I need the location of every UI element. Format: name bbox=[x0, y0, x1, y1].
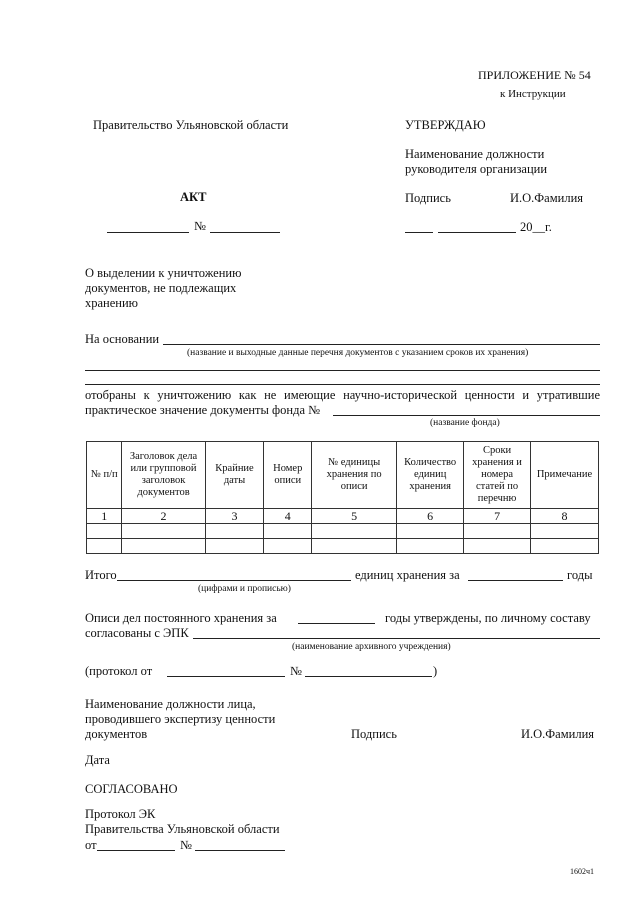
expert-name-label: И.О.Фамилия bbox=[521, 727, 595, 741]
protocol-open: (протокол от bbox=[85, 664, 153, 678]
header-unit-count: Количество единиц хранения bbox=[397, 442, 464, 509]
protocol-date-line bbox=[167, 676, 285, 677]
org-name: Правительство Ульяновской области bbox=[93, 118, 289, 132]
total-label: Итого bbox=[85, 568, 117, 582]
col-number-6: 6 bbox=[397, 509, 464, 524]
agreed-number-sign: № bbox=[180, 838, 192, 852]
total-hint: (цифрами и прописью) bbox=[198, 584, 291, 594]
header-title: Заголовок дела или групповой заголовок документов bbox=[122, 442, 205, 509]
approve-position-line1: Наименование должности bbox=[405, 147, 545, 161]
protocol-number-sign: № bbox=[290, 664, 302, 678]
fund-line bbox=[333, 415, 600, 416]
table-row bbox=[87, 539, 599, 554]
agreed-number-line bbox=[195, 850, 285, 851]
act-number-line bbox=[210, 232, 280, 233]
total-units: единиц хранения за bbox=[355, 568, 460, 582]
inventories-years-line bbox=[298, 623, 375, 624]
protocol-close: ) bbox=[433, 664, 438, 678]
footer-code: 1602ч1 bbox=[570, 867, 595, 876]
appendix-title: ПРИЛОЖЕНИЕ № 54 bbox=[478, 68, 591, 82]
col-number-1: 1 bbox=[87, 509, 122, 524]
basis-line3 bbox=[85, 384, 600, 385]
archive-line bbox=[193, 638, 600, 639]
selected-line1: отобраны к уничтожению как не имеющие научно-исторической ценности и утратившие bbox=[85, 388, 600, 402]
header-number: № п/п bbox=[87, 442, 122, 509]
basis-line bbox=[163, 344, 600, 345]
inventory-table bbox=[86, 441, 599, 554]
basis-hint: (название и выходные данные перечня документов с указанием сроков их хранения) bbox=[187, 348, 529, 358]
inventories-line1a: Описи дел постоянного хранения за bbox=[85, 611, 277, 625]
inventories-line2: согласованы с ЭПК bbox=[85, 626, 189, 640]
agreed-org: Правительства Ульяновской области bbox=[85, 822, 280, 836]
col-number-4: 4 bbox=[264, 509, 312, 524]
header-dates: Крайние даты bbox=[205, 442, 264, 509]
col-number-8: 8 bbox=[531, 509, 599, 524]
expert-signature-label: Подпись bbox=[351, 727, 397, 741]
agreed-title: СОГЛАСОВАНО bbox=[85, 782, 178, 796]
table-number-row bbox=[87, 509, 599, 524]
approve-signature-label: Подпись bbox=[405, 191, 451, 205]
col-number-2: 2 bbox=[122, 509, 205, 524]
table-row bbox=[87, 524, 599, 539]
fund-hint: (название фонда) bbox=[430, 418, 500, 428]
appendix-subtitle: к Инструкции bbox=[500, 88, 566, 100]
col-number-3: 3 bbox=[205, 509, 264, 524]
basis-line2 bbox=[85, 370, 600, 371]
total-line bbox=[117, 580, 351, 581]
act-number-sign: № bbox=[194, 219, 206, 233]
basis-label: На основании bbox=[85, 332, 160, 346]
total-years-line bbox=[468, 580, 563, 581]
approve-year: 20__г. bbox=[520, 220, 552, 234]
agreed-protocol: Протокол ЭК bbox=[85, 807, 156, 821]
subject-line3: хранению bbox=[85, 296, 139, 310]
expert-line2: проводившего экспертизу ценности bbox=[85, 712, 276, 726]
subject-line2: документов, не подлежащих bbox=[85, 281, 237, 295]
protocol-number-line bbox=[305, 676, 432, 677]
inventories-line1b: годы утверждены, по личному составу bbox=[385, 611, 591, 625]
approve-position-line2: руководителя организации bbox=[405, 162, 548, 176]
expert-line3: документов bbox=[85, 727, 148, 741]
approve-day-line bbox=[405, 232, 433, 233]
selected-line2: практическое значение документы фонда № bbox=[85, 403, 321, 417]
approve-name-label: И.О.Фамилия bbox=[510, 191, 584, 205]
approve-title: УТВЕРЖДАЮ bbox=[405, 118, 486, 132]
approve-month-line bbox=[438, 232, 516, 233]
header-note: Примечание bbox=[531, 442, 599, 509]
total-years: годы bbox=[567, 568, 593, 582]
expert-date-label: Дата bbox=[85, 753, 110, 767]
agreed-from: от bbox=[85, 838, 97, 852]
expert-line1: Наименование должности лица, bbox=[85, 697, 256, 711]
col-number-7: 7 bbox=[464, 509, 531, 524]
agreed-date-line bbox=[97, 850, 175, 851]
header-unit-number: № единицы хранения по описи bbox=[312, 442, 397, 509]
act-date-line bbox=[107, 232, 189, 233]
header-terms: Сроки хранения и номера статей по перечню bbox=[464, 442, 531, 509]
col-number-5: 5 bbox=[312, 509, 397, 524]
act-title: АКТ bbox=[180, 190, 207, 204]
subject-line1: О выделении к уничтожению bbox=[85, 266, 242, 280]
header-inventory: Номер описи bbox=[264, 442, 312, 509]
archive-hint: (наименование архивного учреждения) bbox=[292, 642, 451, 652]
